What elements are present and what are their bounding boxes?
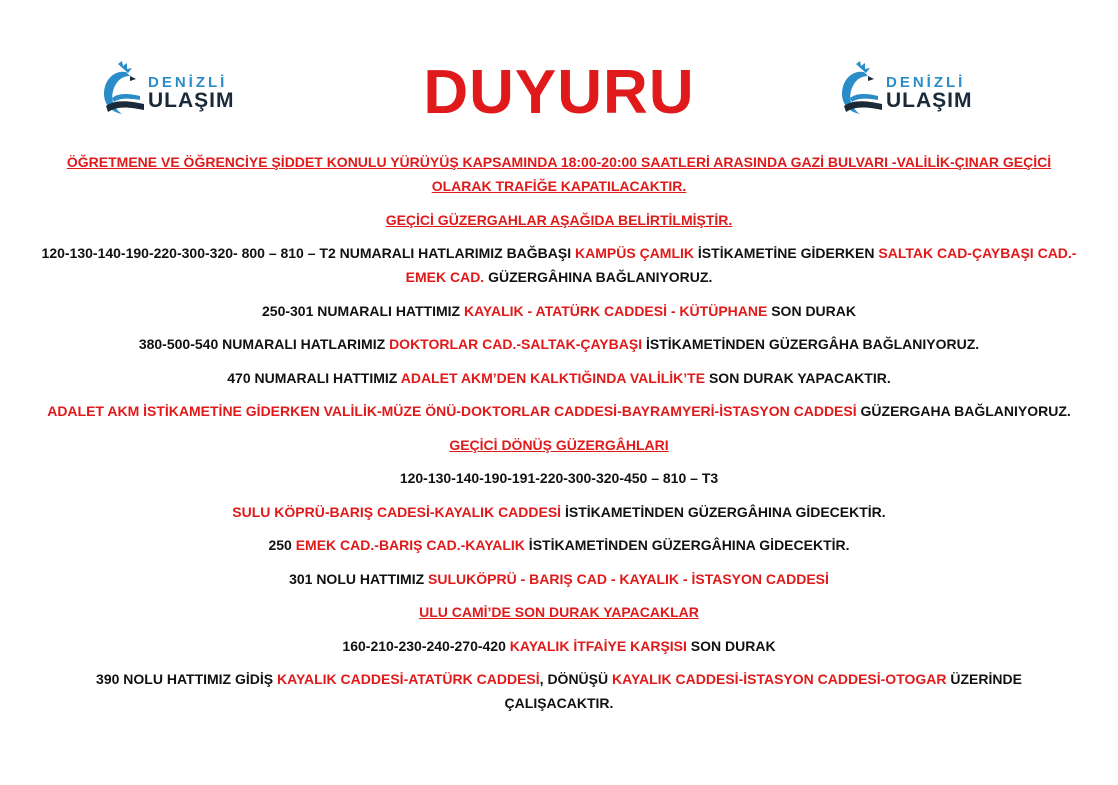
- announcement-body: [40, 150, 1078, 725]
- logo-text-bottom: ULAŞIM: [148, 89, 235, 112]
- route-paragraph-7: [40, 500, 1078, 524]
- highlight-segment: SALTAK CAD-ÇAYBAŞI CAD.- EMEK CAD.: [405, 245, 1077, 285]
- ulu-cami-heading: ULU CAMİ’DE SON DURAK YAPACAKLAR: [419, 604, 699, 620]
- highlight-segment: ADALET AKM’DEN KALKTIĞINDA VALİLİK’TE: [400, 369, 706, 386]
- text-segment: İSTİKAMETİNDEN GÜZERGÂHINA GİDECEKTİR.: [561, 503, 886, 520]
- text-segment: İSTİKAMETİNE GİDERKEN: [694, 245, 879, 261]
- text-segment: 160-210-230-240-270-420: [342, 637, 510, 654]
- text-segment: SON DURAK: [767, 302, 856, 319]
- highlight-segment: KAYALIK CADDESİ-İSTASYON CADDESİ-OTOGAR: [612, 671, 947, 687]
- route-paragraph-4: [40, 366, 1078, 390]
- text-segment: SON DURAK: [686, 637, 776, 654]
- route-paragraph-11: [40, 667, 1078, 715]
- header: [0, 0, 1118, 150]
- text-segment: İSTİKAMETİNDEN GÜZERGÂHINA GİDECEKTİR.: [524, 537, 850, 553]
- page-title: DUYURU: [423, 58, 695, 127]
- highlight-segment: DOKTORLAR CAD.-SALTAK-ÇAYBAŞI: [389, 336, 643, 352]
- rooster-logo-icon: [834, 60, 884, 116]
- temp-routes-heading: GEÇİCİ GÜZERGAHLAR AŞAĞIDA BELİRTİLMİŞTİR.: [385, 211, 733, 228]
- highlight-segment: EMEK CAD.-BARIŞ CAD.-KAYALIK: [295, 537, 525, 553]
- route-paragraph-6: 120-130-140-190-191-220-300-320-450 – 810 – T3: [399, 470, 719, 486]
- text-segment: 250-301 NUMARALI HATTIMIZ: [262, 302, 464, 319]
- logo-text-top: DENİZLİ: [886, 74, 966, 91]
- highlight-segment: SULUKÖPRÜ - BARIŞ CAD - KAYALIK - İSTASYON CADDESİ: [428, 570, 829, 587]
- text-segment: GÜZERGAHA BAĞLANIYORUZ.: [856, 403, 1071, 419]
- route-paragraph-10: [40, 634, 1078, 658]
- text-segment: 120-130-140-190-220-300-320- 800 – 810 – T2 NUMARALI HATLARIMIZ BAĞBAŞI: [41, 245, 576, 261]
- highlight-segment: ADALET AKM İSTİKAMETİNE GİDERKEN VALİLİK-MÜZE ÖNÜ-DOKTORLAR CADDESİ-BAYRAMYERİ-İSTASYON CADDESİ: [47, 403, 857, 419]
- route-paragraph-5: [40, 399, 1078, 423]
- text-segment: ÜZERİNDE ÇALIŞACAKTIR.: [504, 671, 1022, 711]
- route-paragraph-8: [40, 533, 1078, 557]
- text-segment: GÜZERGÂHINA BAĞLANIYORUZ.: [484, 269, 713, 285]
- return-routes-heading: GEÇİCİ DÖNÜŞ GÜZERGÂHLARI: [449, 436, 669, 453]
- route-paragraph-9: [40, 567, 1078, 591]
- highlight-segment: SULU KÖPRÜ-BARIŞ CADESİ-KAYALIK CADDESİ: [232, 503, 562, 520]
- highlight-segment: KAYALIK İTFAİYE KARŞISI: [509, 637, 687, 654]
- text-segment: 470 NUMARALI HATTIMIZ: [227, 369, 401, 386]
- headline: ÖĞRETMENE VE ÖĞRENCİYE ŞİDDET KONULU YÜRÜYÜŞ KAPSAMINDA 18:00-20:00 SAATLERİ ARASINDA GAZİ BULVARI -VALİLİK-ÇINAR GEÇİCİ OLARAK TRAFİĞE KAPATILACAKTIR.: [66, 154, 1052, 194]
- route-paragraph-2: [40, 299, 1078, 323]
- text-segment: 380-500-540 NUMARALI HATLARIMIZ: [138, 336, 390, 352]
- text-segment: SON DURAK YAPACAKTIR.: [705, 369, 891, 386]
- text-segment: 390 NOLU HATTIMIZ GİDİŞ: [96, 671, 278, 687]
- highlight-segment: KAYALIK - ATATÜRK CADDESİ - KÜTÜPHANE: [463, 302, 768, 319]
- text-segment: 301 NOLU HATTIMIZ: [289, 570, 429, 587]
- denizli-ulasim-logo-right: [834, 60, 994, 116]
- text-segment: , DÖNÜŞÜ: [539, 671, 613, 687]
- route-paragraph-3: [40, 332, 1078, 356]
- text-segment: 250: [268, 537, 296, 553]
- highlight-segment: KAYALIK CADDESİ-ATATÜRK CADDESİ: [277, 671, 540, 687]
- text-segment: İSTİKAMETİNDEN GÜZERGÂHA BAĞLANIYORUZ.: [642, 336, 980, 352]
- logo-text-top: DENİZLİ: [148, 74, 228, 91]
- route-paragraph-1: [40, 241, 1078, 289]
- highlight-segment: KAMPÜS ÇAMLIK: [575, 245, 695, 261]
- logo-text-bottom: ULAŞIM: [886, 89, 973, 112]
